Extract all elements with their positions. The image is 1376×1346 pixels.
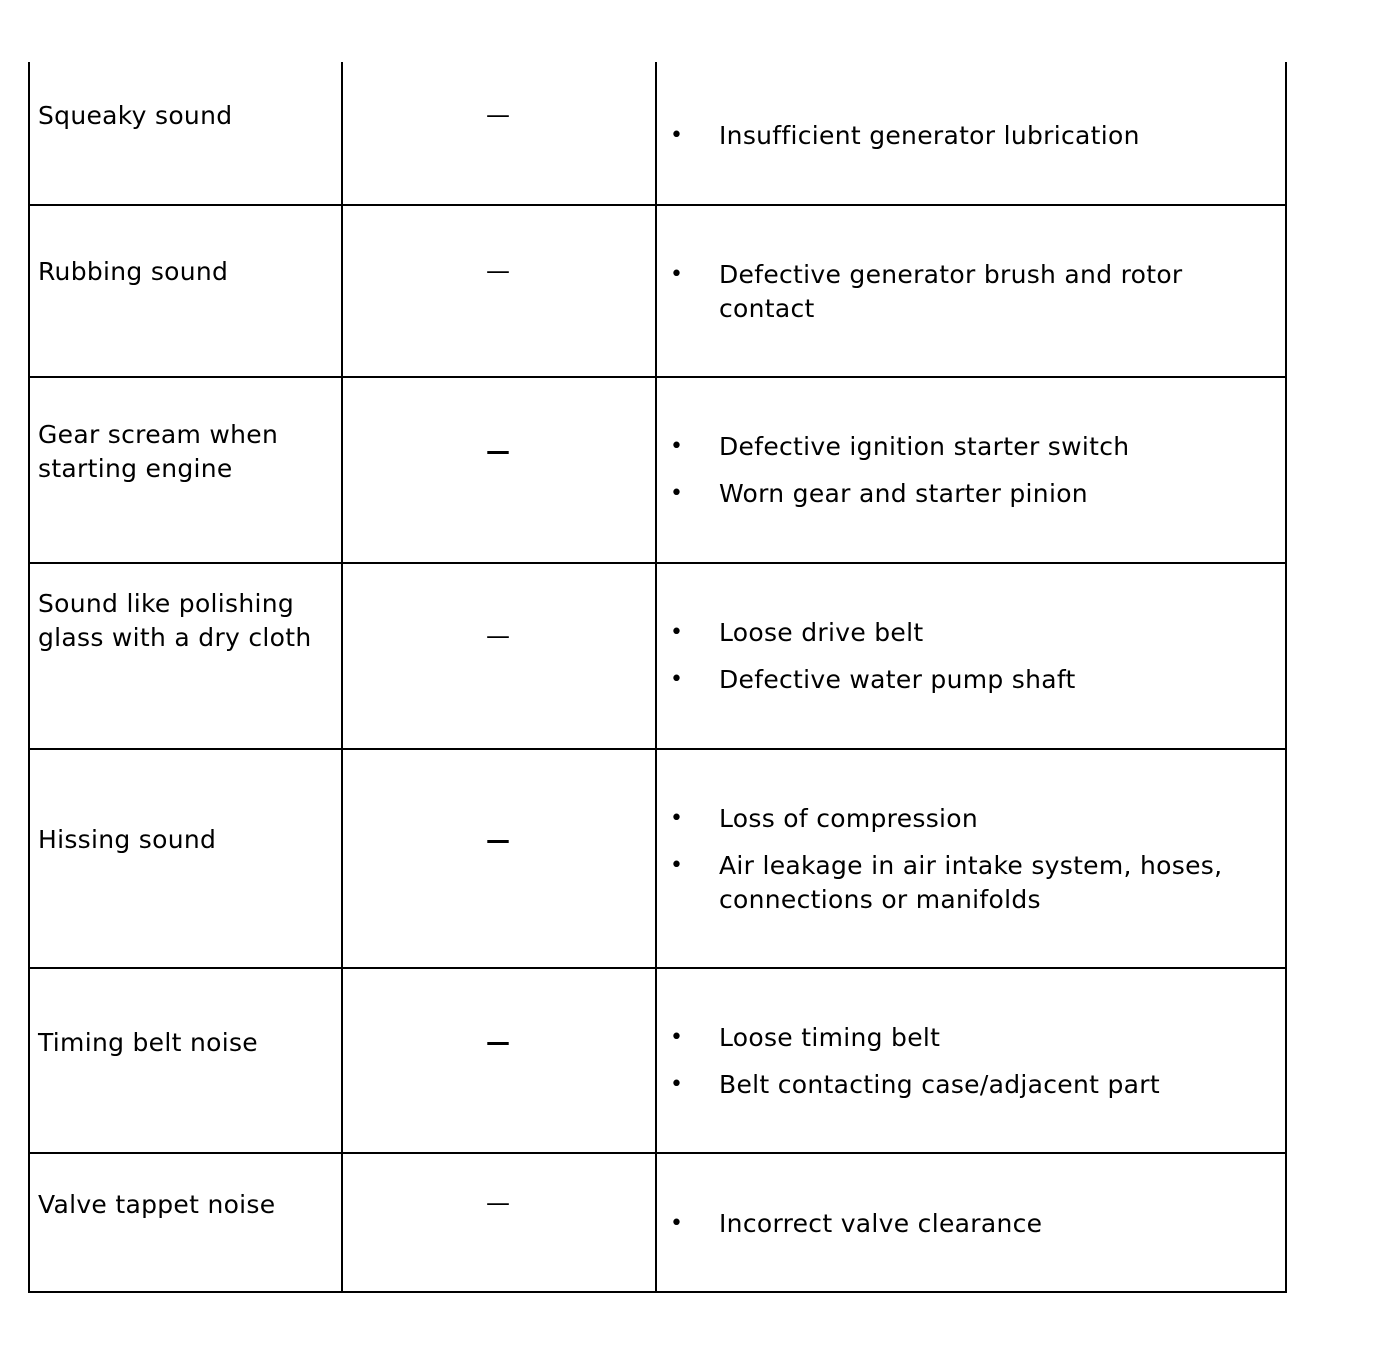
row-divider: [28, 562, 1287, 564]
reference-cell: —: [486, 622, 510, 650]
cause-item: [670, 616, 1230, 650]
symptom-cell: Valve tappet noise: [38, 1190, 276, 1219]
bullet-icon: •: [670, 1072, 684, 1097]
bullet-icon: •: [670, 434, 684, 459]
symptom-cell: Gear scream when starting engine: [38, 420, 279, 483]
noise-diagnosis-table: [28, 62, 1287, 1293]
cause-item: [670, 849, 1230, 917]
cause-list: [670, 119, 1230, 153]
table-border-left: [28, 62, 30, 1293]
symptom-cell: Hissing sound: [38, 825, 217, 854]
row-divider: [28, 1152, 1287, 1154]
cause-list: [670, 802, 1230, 917]
reference-cell: —: [486, 257, 510, 285]
cause-item: [670, 802, 1230, 836]
cause-text: Loose timing belt: [719, 1023, 941, 1052]
bullet-icon: •: [670, 262, 684, 287]
cause-list: [670, 1207, 1230, 1241]
cause-item: [670, 430, 1230, 464]
bullet-icon: •: [670, 667, 684, 692]
cause-list: [670, 258, 1230, 326]
table-border-right: [1285, 62, 1287, 1293]
reference-cell: —: [486, 826, 510, 854]
bullet-icon: •: [670, 1025, 684, 1050]
bullet-icon: •: [670, 806, 684, 831]
row-divider: [28, 967, 1287, 969]
cause-item: [670, 119, 1230, 153]
row-divider: [28, 204, 1287, 206]
reference-cell: —: [486, 1028, 510, 1056]
cause-item: [670, 1021, 1230, 1055]
cause-text: Worn gear and starter pinion: [719, 479, 1088, 508]
cause-text: Loose drive belt: [719, 618, 924, 647]
bullet-icon: •: [670, 620, 684, 645]
symptom-cell: Timing belt noise: [38, 1028, 258, 1057]
symptom-cell: Rubbing sound: [38, 257, 229, 286]
cause-text: Incorrect valve clearance: [719, 1209, 1043, 1238]
row-divider: [28, 376, 1287, 378]
bullet-icon: •: [670, 123, 684, 148]
symptom-cell: Sound like polishing glass with a dry cloth: [38, 589, 312, 652]
reference-cell: —: [486, 101, 510, 129]
cause-list: [670, 616, 1230, 697]
cause-item: [670, 1207, 1230, 1241]
cause-text: Defective generator brush and rotor contact: [719, 260, 1183, 323]
table-border-col2: [655, 62, 657, 1293]
bullet-icon: •: [670, 1211, 684, 1236]
bullet-icon: •: [670, 853, 684, 878]
table-border-col1: [341, 62, 343, 1293]
bullet-icon: •: [670, 481, 684, 506]
reference-cell: —: [486, 437, 510, 465]
cause-text: Defective ignition starter switch: [719, 432, 1130, 461]
cause-list: [670, 430, 1230, 511]
cause-list: [670, 1021, 1230, 1102]
cause-text: Belt contacting case/adjacent part: [719, 1070, 1160, 1099]
cause-text: Defective water pump shaft: [719, 665, 1076, 694]
cause-text: Loss of compression: [719, 804, 979, 833]
cause-item: [670, 477, 1230, 511]
cause-item: [670, 663, 1230, 697]
cause-item: [670, 258, 1230, 326]
row-divider: [28, 748, 1287, 750]
cause-text: Insufficient generator lubrication: [719, 121, 1140, 150]
symptom-cell: Squeaky sound: [38, 101, 233, 130]
cause-text: Air leakage in air intake system, hoses, connections or manifolds: [719, 851, 1223, 914]
reference-cell: —: [486, 1189, 510, 1217]
cause-item: [670, 1068, 1230, 1102]
table-border-bottom: [28, 1291, 1287, 1293]
